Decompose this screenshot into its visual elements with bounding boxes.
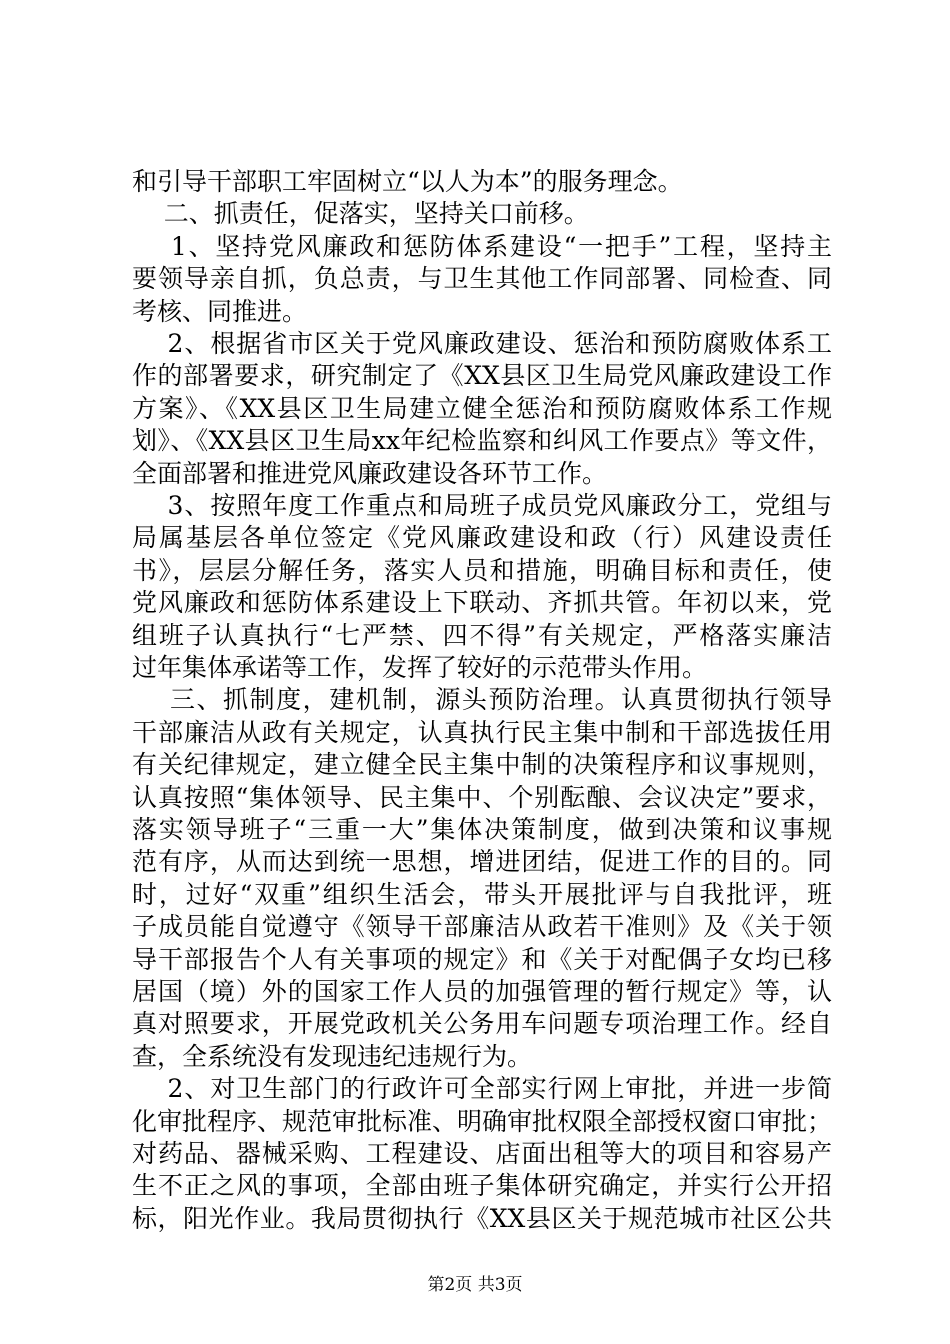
- text-line: 方案》、《XX县区卫生局建立健全惩治和预防腐败体系工作规: [132, 394, 832, 423]
- page-number-label: 第2页 共3页: [427, 1275, 523, 1295]
- text-line: 标，阳光作业。我局贯彻执行《XX县区关于规范城市社区公共: [132, 1204, 832, 1233]
- text-line: 有关纪律规定，建立健全民主集中制的决策程序和议事规则，: [132, 750, 832, 779]
- text-line: 2、根据省市区关于党风廉政建设、惩治和预防腐败体系工: [132, 329, 832, 358]
- text-line: 2、对卫生部门的行政许可全部实行网上审批，并进一步简: [132, 1074, 832, 1103]
- text-line: 范有序，从而达到统一思想，增进团结，促进工作的目的。同: [132, 847, 832, 876]
- text-line: 居国（境）外的国家工作人员的加强管理的暂行规定》等，认: [132, 977, 832, 1006]
- text-line: 二、抓责任，促落实，坚持关口前移。: [132, 199, 589, 228]
- text-line: 真对照要求，开展党政机关公务用车问题专项治理工作。经自: [132, 1009, 832, 1038]
- text-line: 认真按照“集体领导、民主集中、个别酝酿、会议决定”要求，: [132, 783, 832, 812]
- text-line: 划》、《XX县区卫生局xx年纪检监察和纠风工作要点》等文件，: [132, 426, 832, 455]
- text-line: 1、坚持党风廉政和惩防体系建设“一把手”工程，坚持主: [132, 232, 832, 261]
- text-line: 导干部报告个人有关事项的规定》和《关于对配偶子女均已移: [132, 945, 832, 974]
- text-line: 子成员能自觉遵守《领导干部廉洁从政若干准则》及《关于领: [132, 912, 832, 941]
- text-line: 组班子认真执行“七严禁、四不得”有关规定，严格落实廉洁: [132, 621, 832, 650]
- text-line: 全面部署和推进党风廉政建设各环节工作。: [132, 459, 608, 488]
- text-line: 作的部署要求，研究制定了《XX县区卫生局党风廉政建设工作: [132, 361, 832, 390]
- text-line: 和引导干部职工牢固树立“以人为本”的服务理念。: [132, 167, 683, 196]
- text-line: 时，过好“双重”组织生活会，带头开展批评与自我批评，班: [132, 880, 832, 909]
- text-line: 落实领导班子“三重一大”集体决策制度，做到决策和议事规: [132, 815, 832, 844]
- text-line: 生不正之风的事项，全部由班子集体研究确定，并实行公开招: [132, 1171, 832, 1200]
- text-line: 三、抓制度，建机制，源头预防治理。认真贯彻执行领导: [132, 685, 832, 714]
- page-footer: [0, 1274, 950, 1296]
- text-line: 书》，层层分解任务，落实人员和措施，明确目标和责任，使: [132, 556, 832, 585]
- text-line: 干部廉洁从政有关规定，认真执行民主集中制和干部选拔任用: [132, 718, 832, 747]
- text-line: 要领导亲自抓，负总责，与卫生其他工作同部署、同检查、同: [132, 264, 832, 293]
- text-line: 化审批程序、规范审批标准、明确审批权限全部授权窗口审批；: [132, 1107, 833, 1136]
- text-line: 查，全系统没有发现违纪违规行为。: [132, 1042, 533, 1071]
- text-line: 3、按照年度工作重点和局班子成员党风廉政分工，党组与: [132, 491, 832, 520]
- text-line: 局属基层各单位签定《党风廉政建设和政（行）风建设责任: [132, 523, 832, 552]
- text-line: 过年集体承诺等工作，发挥了较好的示范带头作用。: [132, 653, 708, 682]
- text-line: 考核、同推进。: [132, 297, 308, 326]
- text-line: 对药品、器械采购、工程建设、店面出租等大的项目和容易产: [132, 1139, 832, 1168]
- text-line: 党风廉政和惩防体系建设上下联动、齐抓共管。年初以来，党: [132, 588, 832, 617]
